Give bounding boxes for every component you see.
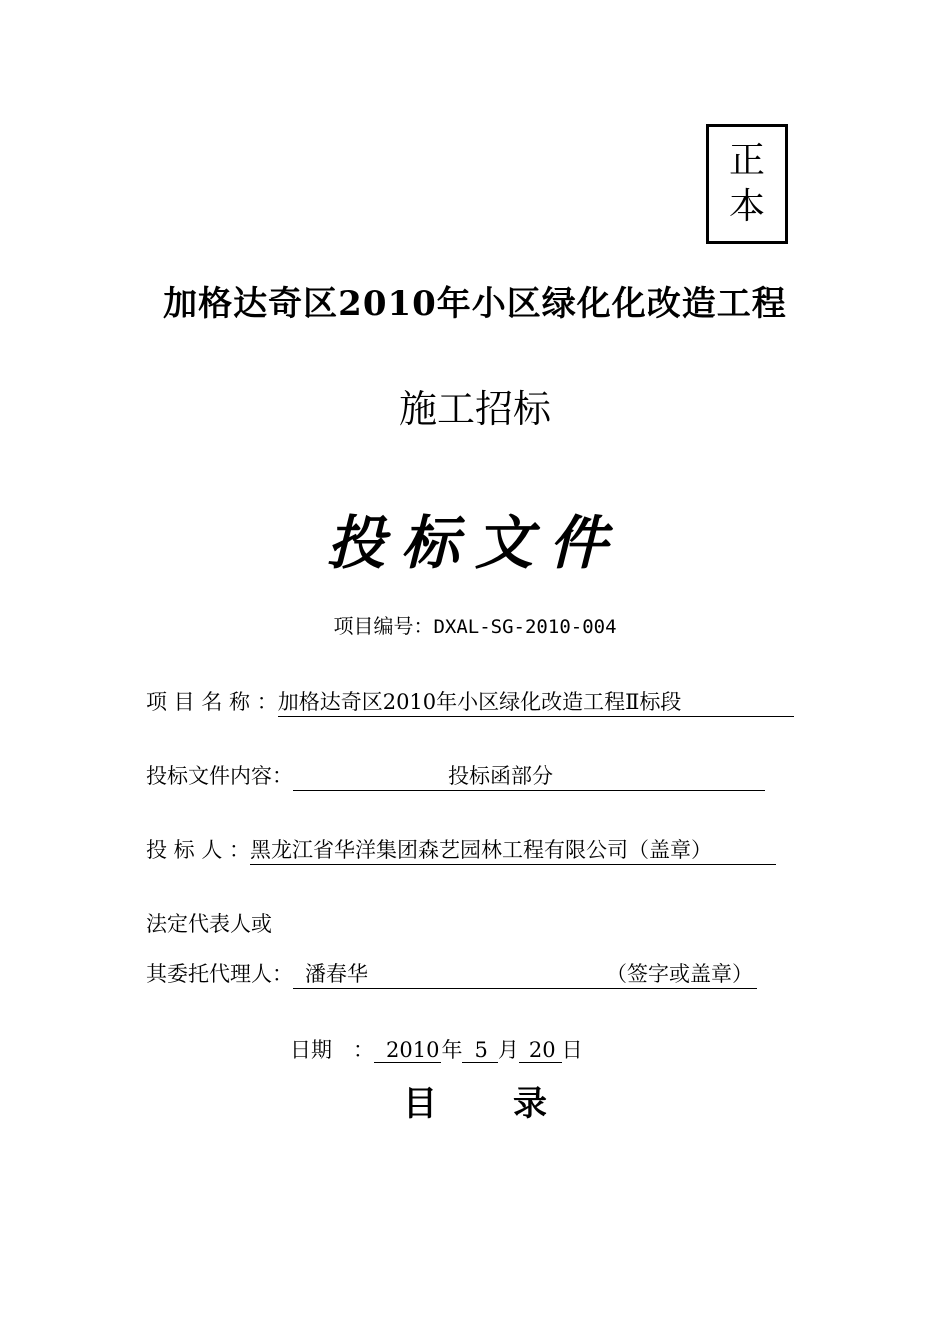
representative-row	[146, 958, 757, 989]
representative-label-line1: 法定代表人或	[146, 912, 272, 936]
project-number	[0, 610, 950, 639]
stamp-char-2: 本	[728, 186, 765, 227]
representative-label: 其委托代理人：	[146, 962, 293, 986]
toc-char-2: 录	[513, 1084, 547, 1124]
table-of-contents-heading	[0, 1076, 950, 1125]
toc-char-1: 目	[403, 1084, 437, 1124]
representative-name: 潘春华	[305, 962, 368, 986]
date-year: 2010	[374, 1038, 441, 1063]
content-row	[146, 760, 765, 791]
signature-note: （签字或盖章）	[606, 962, 753, 986]
date-month-unit: 月	[497, 1038, 519, 1062]
document-title-tender: 施工招标	[398, 387, 551, 431]
stamp-char-1: 正	[728, 140, 765, 181]
content-value-underline	[293, 760, 765, 791]
date-day: 20	[519, 1038, 562, 1063]
date-label: 日期 ：	[290, 1038, 374, 1062]
original-copy-stamp	[706, 124, 788, 244]
date-year-unit: 年	[441, 1038, 463, 1062]
document-title-bid-file: 投标文件	[326, 509, 623, 577]
date-day-unit: 日	[561, 1038, 583, 1062]
project-number-label: 项目编号：	[333, 614, 434, 638]
date-row	[290, 1034, 583, 1064]
project-name-label: 项 目 名 称 ：	[146, 690, 278, 714]
document-title-project: 加格达奇区2010年小区绿化化改造工程	[163, 284, 787, 324]
content-value: 投标函部分	[448, 764, 553, 788]
bidder-value: 黑龙江省华洋集团森艺园林工程有限公司（盖章）	[250, 834, 776, 865]
project-name-row	[146, 686, 794, 717]
project-name-value: 加格达奇区2010年小区绿化改造工程Ⅱ标段	[278, 686, 794, 717]
bidder-row	[146, 834, 776, 865]
representative-underline	[293, 958, 757, 989]
bidder-label: 投 标 人 ：	[146, 838, 251, 862]
date-month: 5	[462, 1038, 497, 1063]
content-label: 投标文件内容：	[146, 764, 293, 788]
project-number-value: DXAL-SG-2010-004	[433, 616, 617, 638]
